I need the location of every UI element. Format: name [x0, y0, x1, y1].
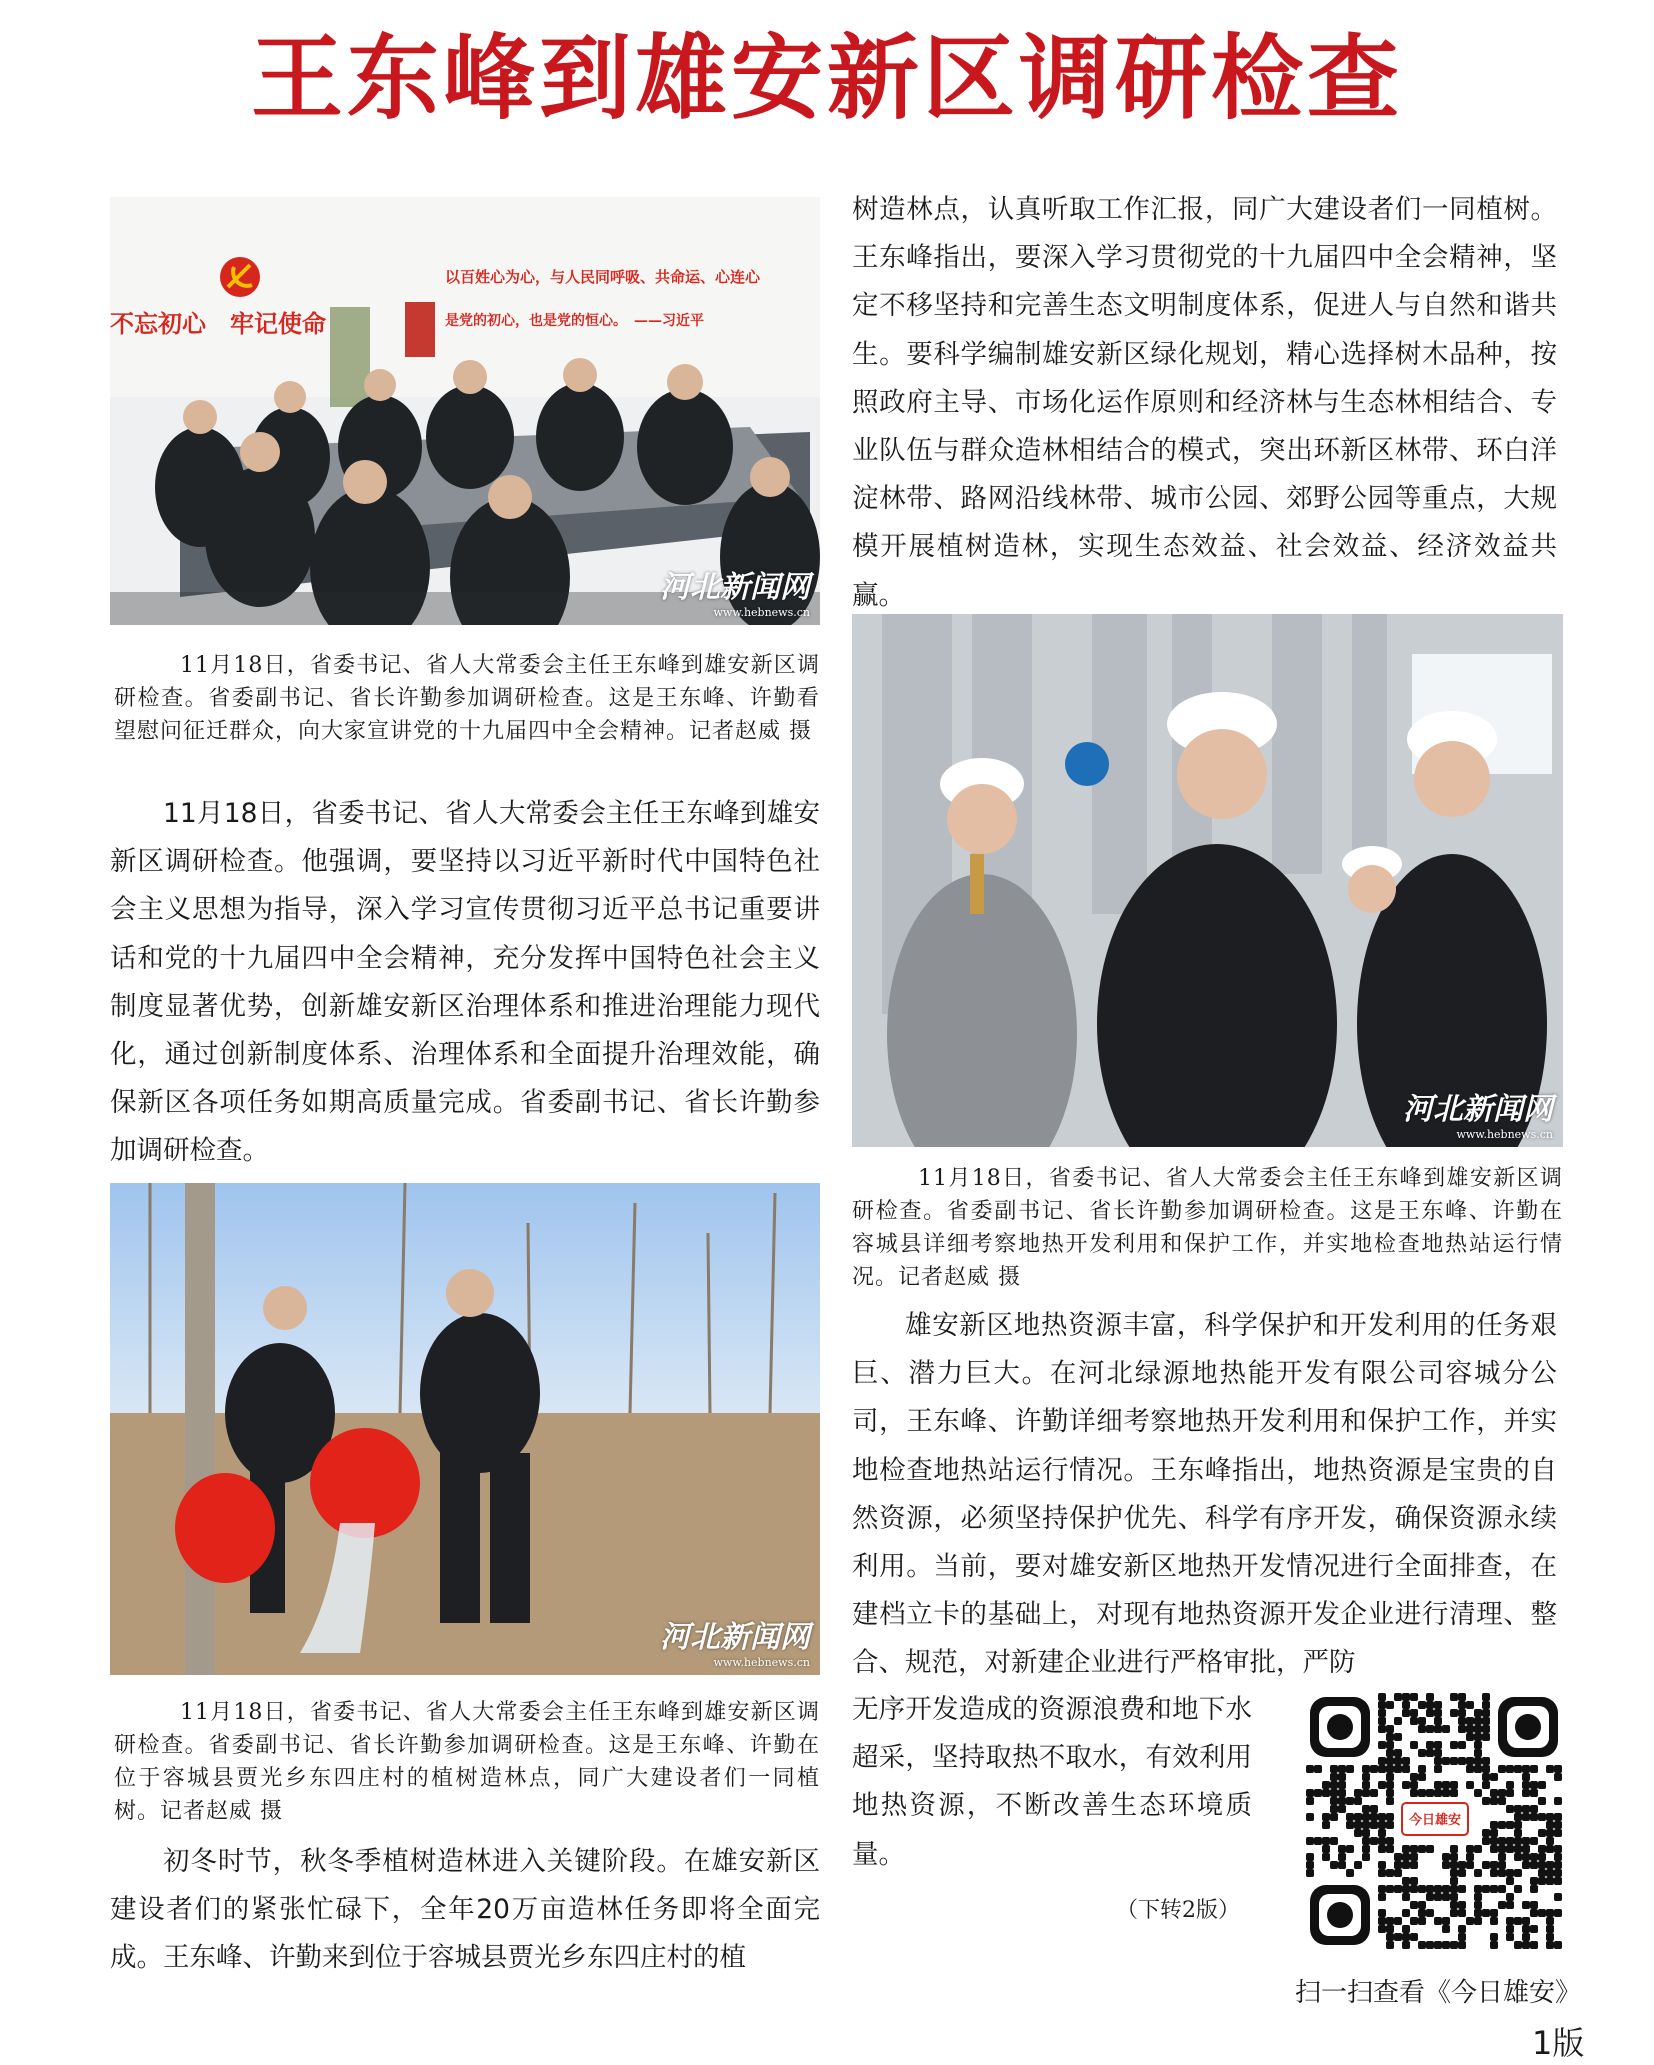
photo-geothermal-station	[852, 614, 1563, 1147]
photo-tree-planting	[110, 1183, 820, 1675]
article-paragraph-3-continued: 无序开发造成的资源浪费和地下水超采，坚持取热不取水，有效利用地热资源，不断改善生态环境质量。	[852, 1694, 1252, 1870]
continued-notice: （下转2版）	[1116, 1898, 1240, 1923]
banner-right-text-1: 以百姓心为心，与人民同呼吸、共命运、心连心	[445, 268, 761, 286]
article-paragraph-3: 雄安新区地热资源丰富，科学保护和开发利用的任务艰巨、潜力巨大。在河北绿源地热能开发有限公司容城分公司，王东峰、许勤详细考察地热开发利用和保护工作，并实地检查地热站运行情况。王东峰指出，地热资源是宝贵的自然资源，必须坚持保护优先、科学有序开发，确保资源永续利用。当前，要对雄安新区地热开发情况进行全面排查，在建档立卡的基础上，对现有地热资源开发企业进行清理、整合、规范，对新建企业进行严格审批，严防	[852, 1310, 1557, 1679]
qr-scan-label: 扫一扫查看《今日雄安》	[1295, 1978, 1582, 2008]
qr-center-label: 今日雄安	[1408, 1813, 1462, 1828]
photo2-watermark: 河北新闻网 www.hebnews.cn	[660, 1620, 810, 1669]
article-paragraph-2-continued: 树造林点，认真听取工作汇报，同广大建设者们一同植树。王东峰指出，要深入学习贯彻党的十九届四中全会精神，坚定不移坚持和完善生态文明制度体系，促进人与自然和谐共生。要科学编制雄安新区绿化规划，精心选择树木品种，按照政府主导、市场化运作原则和经济林与生态林相结合、专业队伍与群众造林相结合的模式，突出环新区林带、环白洋淀林带、路网沿线林带、城市公园、郊野公园等重点，大规模开展植树造林，实现生态效益、社会效益、经济效益共赢。	[852, 194, 1557, 611]
page-number: 1版	[1532, 2024, 1585, 2062]
qr-code[interactable]	[1306, 1693, 1562, 1949]
article-paragraph-1: 11月18日，省委书记、省人大常委会主任王东峰到雄安新区调研检查。他强调，要坚持以习近平新时代中国特色社会主义思想为指导，深入学习宣传贯彻习近平总书记重要讲话和党的十九届四中全会精神，充分发挥中国特色社会主义制度显著优势，创新雄安新区治理体系和推进治理能力现代化，通过创新制度体系、治理体系和全面提升治理效能，确保新区各项任务如期高质量完成。省委副书记、省长许勤参加调研检查。	[110, 798, 820, 1167]
party-emblem-icon	[220, 257, 260, 297]
banner-right-text-2: 是党的初心，也是党的恒心。 ——习近平	[445, 313, 704, 329]
article-paragraph-2: 初冬时节，秋冬季植树造林进入关键阶段。在雄安新区建设者们的紧张忙碌下，全年20万亩造林任务即将全面完成。王东峰、许勤来到位于容城县贾光乡东四庄村的植	[110, 1846, 820, 1974]
headline: 王东峰到雄安新区调研检查	[250, 24, 1403, 132]
banner-left-text: 不忘初心 牢记使命	[110, 309, 326, 338]
photo2-caption: 11月18日，省委书记、省人大常委会主任王东峰到雄安新区调研检查。省委副书记、省长许勤参加调研检查。这是王东峰、许勤在位于容城县贾光乡东四庄村的植树造林点，同广大建设者们一同植树。记者赵威 摄	[114, 1700, 820, 1824]
photo3-caption: 11月18日，省委书记、省人大常委会主任王东峰到雄安新区调研检查。省委副书记、省长许勤参加调研检查。这是王东峰、许勤在容城县详细考察地热开发利用和保护工作，并实地检查地热站运行情况。记者赵威 摄	[852, 1166, 1563, 1290]
photo1-caption: 11月18日，省委书记、省人大常委会主任王东峰到雄安新区调研检查。省委副书记、省长许勤参加调研检查。这是王东峰、许勤看望慰问征迁群众，向大家宣讲党的十九届四中全会精神。记者赵威 摄	[114, 653, 820, 744]
photo-meeting	[110, 197, 820, 625]
photo1-watermark: 河北新闻网 www.hebnews.cn	[660, 570, 810, 619]
photo3-watermark: 河北新闻网 www.hebnews.cn	[1403, 1092, 1553, 1141]
